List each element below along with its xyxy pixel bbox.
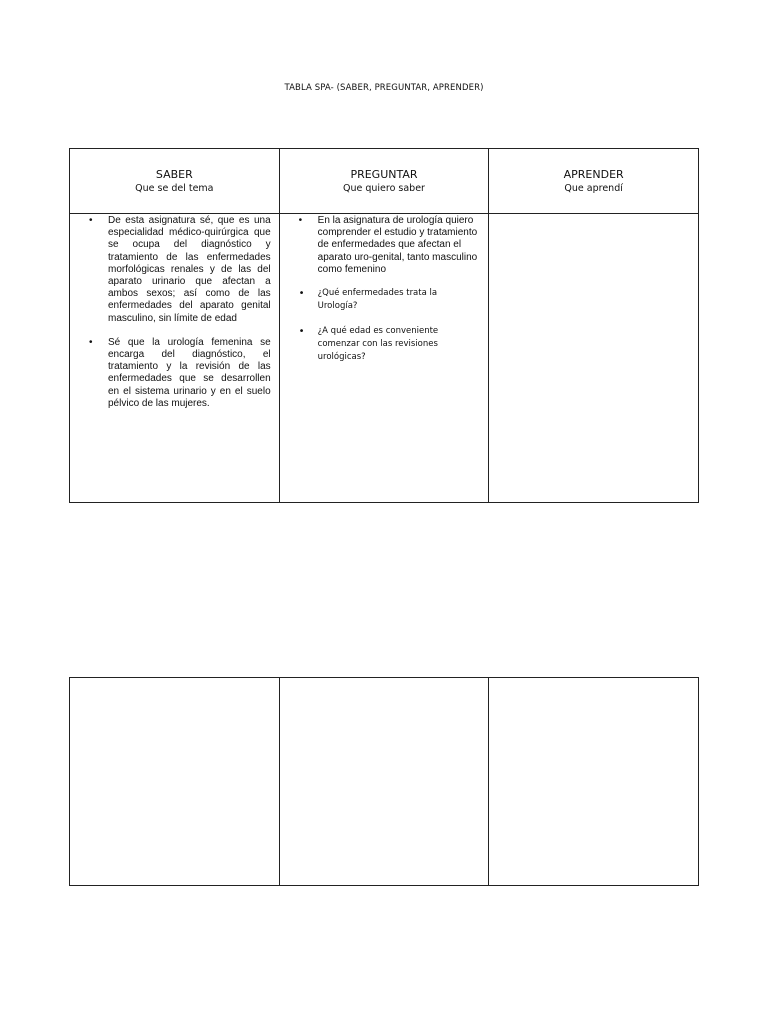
- column-heading-preguntar: PREGUNTAR: [350, 168, 418, 181]
- empty-cell-2: [279, 678, 489, 886]
- preguntar-list: [280, 214, 489, 364]
- empty-table-row: [70, 678, 699, 886]
- header-cell-saber: [70, 149, 280, 214]
- preguntar-cell: [279, 214, 489, 503]
- empty-table: [69, 677, 699, 886]
- question-item: • ¿A qué edad es conveniente comenzar con las revisiones urológicas?: [318, 325, 479, 364]
- list-item: • Sé que la urología femenina se encarga del diagnóstico, el tratamiento y la revisión de las enfermedades que se desarrollen en el sistema urinario y en el suelo pélvico de las mujeres.: [108, 337, 271, 410]
- header-cell-aprender: [489, 149, 699, 214]
- document-title: TABLA SPA- (SABER, PREGUNTAR, APRENDER): [284, 83, 484, 93]
- saber-cell: [70, 214, 280, 503]
- list-item: • De esta asignatura sé, que es una especialidad médico-quirúrgica que se ocupa del diagnóstico y tratamiento de las enfermedades morfológicas renales y de las del aparato urinario que afectan a ambos sexos; así como de las enfermedades del aparato genital masculino, sin límite de edad: [108, 215, 271, 325]
- empty-cell-3: [489, 678, 699, 886]
- list-item: • En la asignatura de urología quiero comprender el estudio y tratamiento de enfermedades que afectan el aparato uro-genital, tanto masculino como femenino: [318, 215, 479, 276]
- empty-cell-1: [70, 678, 280, 886]
- column-heading-aprender: APRENDER: [563, 168, 624, 181]
- table-header-row: [70, 149, 699, 214]
- column-subheading-saber: Que se del tema: [135, 183, 214, 194]
- aprender-cell: [489, 214, 699, 503]
- question-item: • ¿Qué enfermedades trata la Urología?: [318, 287, 479, 313]
- spa-table: [69, 148, 699, 503]
- header-cell-preguntar: [279, 149, 489, 214]
- column-heading-saber: SABER: [155, 168, 193, 181]
- saber-list: [70, 214, 279, 410]
- column-subheading-preguntar: Que quiero saber: [342, 183, 425, 194]
- table-body-row: [70, 214, 699, 503]
- column-subheading-aprender: Que aprendí: [564, 183, 623, 194]
